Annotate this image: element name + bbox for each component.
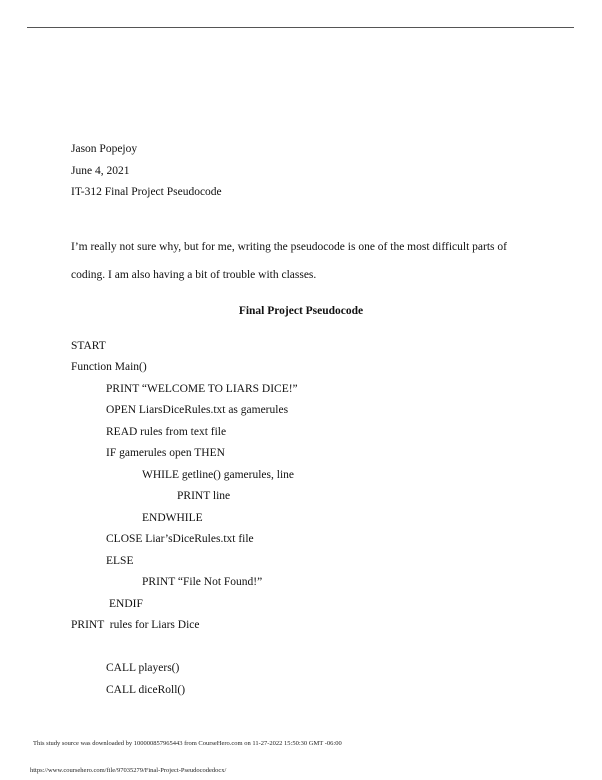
code-line: PRINT “WELCOME TO LIARS DICE!” xyxy=(106,383,298,395)
code-line: WHILE getline() gamerules, line xyxy=(142,469,294,481)
top-divider xyxy=(27,27,574,28)
code-line: PRINT “File Not Found!” xyxy=(142,576,263,588)
document-date: June 4, 2021 xyxy=(71,165,130,177)
author-name: Jason Popejoy xyxy=(71,143,138,155)
intro-line-1: I’m really not sure why, but for me, writing the pseudocode is one of the most difficult parts of xyxy=(71,241,507,253)
code-line: ENDWHILE xyxy=(142,512,203,524)
code-line: ENDIF xyxy=(109,598,143,610)
code-line: PRINT rules for Liars Dice xyxy=(71,619,200,631)
document-title: IT-312 Final Project Pseudocode xyxy=(71,186,222,198)
code-line: CALL diceRoll() xyxy=(106,684,186,696)
code-line: IF gamerules open THEN xyxy=(106,447,225,459)
section-heading: Final Project Pseudocode xyxy=(238,305,364,317)
code-line: PRINT line xyxy=(177,490,231,502)
source-url[interactable]: https://www.coursehero.com/file/97035279/Final-Project-Pseudocodedocx/ xyxy=(30,767,227,774)
code-line: CALL players() xyxy=(106,662,180,674)
intro-line-2: coding. I am also having a bit of trouble with classes. xyxy=(71,269,317,281)
code-line: ELSE xyxy=(106,555,134,567)
code-line: Function Main() xyxy=(71,361,147,373)
download-notice: This study source was downloaded by 100000857965443 from CourseHero.com on 11-27-2022 15:50:30 GMT -06:00 xyxy=(33,740,342,747)
code-line: OPEN LiarsDiceRules.txt as gamerules xyxy=(106,404,289,416)
code-line: READ rules from text file xyxy=(106,426,227,438)
code-line: CLOSE Liar’sDiceRules.txt file xyxy=(106,533,254,545)
code-line: START xyxy=(71,340,106,352)
